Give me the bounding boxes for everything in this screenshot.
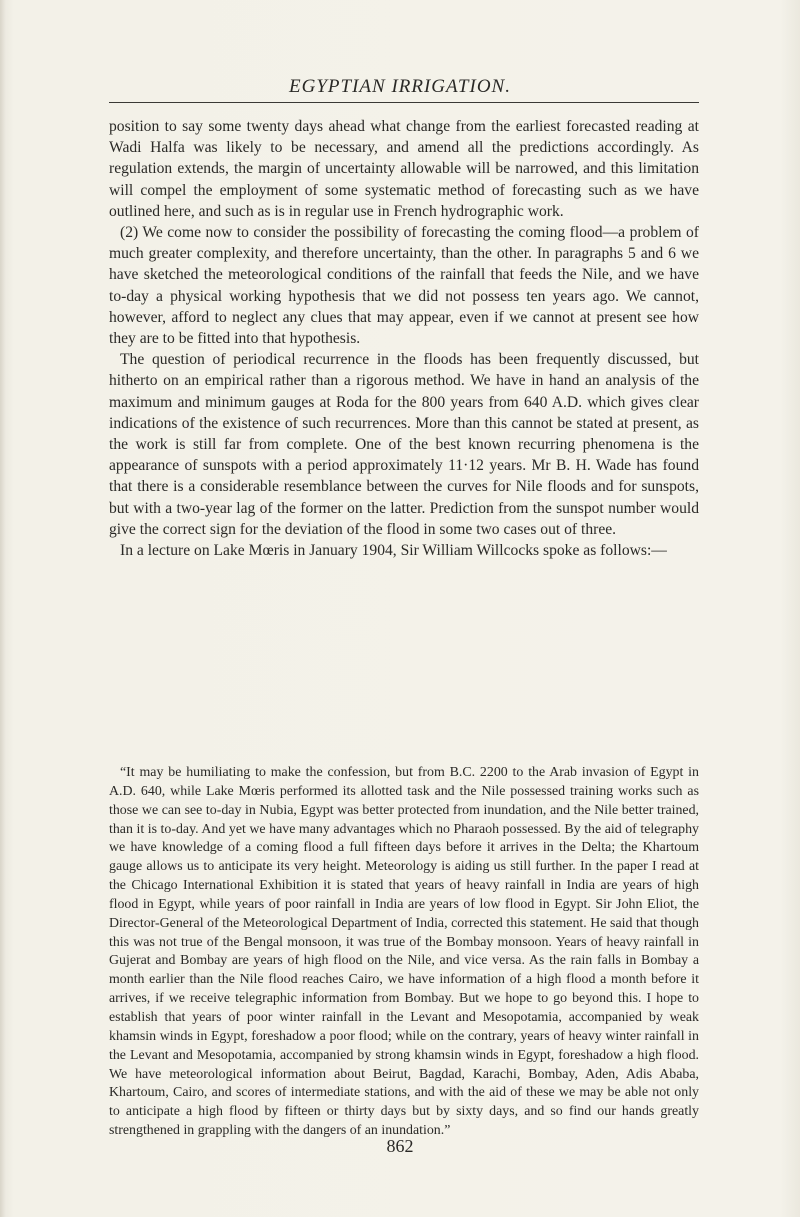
paragraph-2: (2) We come now to consider the possibility of forecasting the coming flood—a problem of much greater complexity, and therefore uncertainty, than the other. In paragraphs 5 and 6 we have sketched the meteorological conditions of the rainfall that feeds the Nile, and we have to-day a physical working hypothesis that we did not possess ten years ago. We cannot, however, afford to neglect any clues that may appear, even if we cannot at present see how they are to be fitted into that hypothesis.	[109, 224, 699, 348]
paragraph-3: The question of periodical recurrence in the floods has been frequently discussed, but hitherto on an empirical rather than a rigorous method. We have in hand an analysis of the maximum and minimum gauges at Roda for the 800 years from 640 A.D. which gives clear indications of the existence of such recurrences. More than this cannot be stated at present, as the work is still far from complete. One of the best known recurring phenomena is the appearance of sunspots with a period approximately 11·12 years. Mr B. H. Wade has found that there is a considerable resemblance between the curves for Nile floods and for sunspots, but with a two-year lag of the former on the latter. Prediction from the sunspot number would give the correct sign for the deviation of the flood in some two cases out of three.	[109, 351, 699, 538]
paragraph-1: position to say some twenty days ahead what change from the earliest forecasted reading at Wadi Halfa was likely to be necessary, and amend all the predictions accordingly. As regulation extends, the margin of uncertainty allowable will be narrowed, and this limitation will compel the employment of some systematic method of forecasting such as we have outlined here, and such as is in regular use in French hydrographic work.	[109, 118, 699, 220]
running-head: EGYPTIAN IRRIGATION.	[289, 76, 511, 97]
paragraph-4: In a lecture on Lake Mœris in January 1904, Sir William Willcocks spoke as follows:—	[120, 542, 667, 560]
body-text	[109, 116, 699, 561]
header-rule	[109, 102, 699, 103]
page-edge	[0, 0, 6, 1217]
page-number: 862	[386, 1136, 414, 1156]
block-quote	[109, 764, 699, 1141]
quote-text: “It may be humiliating to make the confession, but from B.C. 2200 to the Arab invasion of Egypt in A.D. 640, while Lake Mœris performed its allotted task and the Nile possessed training works such as those we can see to-day in Nubia, Egypt was better protected from inundation, and the Nile better trained, than it is to-day. And yet we have many advantages which no Pharaoh possessed. By the aid of telegraphy we have knowledge of a coming flood a full fifteen days before it arrives in the Delta; the Khartoum gauge allows us to anticipate its very height. Meteorology is aiding us still further. In the paper I read at the Chicago International Exhibition it is stated that years of heavy rainfall in India are years of high flood in Egypt, while years of poor rainfall in India are years of low flood in Egypt. Sir John Eliot, the Director-General of the Meteorological Department of India, corrected this statement. He said that though this was not true of the Bengal monsoon, it was true of the Bombay monsoon. Years of heavy rainfall in Gujerat and Bombay are years of high flood on the Nile, and vice versa. As the rain falls in Bombay a month earlier than the Nile flood reaches Cairo, we have information of a high flood a month before it arrives, if we receive telegraphic information from Bombay. But we hope to go beyond this. I hope to establish that years of poor winter rainfall in the Levant and Mesopotamia, accompanied by weak khamsin winds in Egypt, foreshadow a poor flood; while on the contrary, years of heavy winter rainfall in the Levant and Mesopotamia, accompanied by strong khamsin winds in Egypt, foreshadow a high flood. We have meteorological information about Beirut, Bagdad, Karachi, Bombay, Aden, Adis Ababa, Khartoum, Cairo, and scores of intermediate stations, and with the aid of these we may be able not only to anticipate a high flood by fifteen or thirty days but by sixty days, and so find our hands greatly strengthened in grappling with the dangers of an inundation.”	[109, 765, 699, 1139]
